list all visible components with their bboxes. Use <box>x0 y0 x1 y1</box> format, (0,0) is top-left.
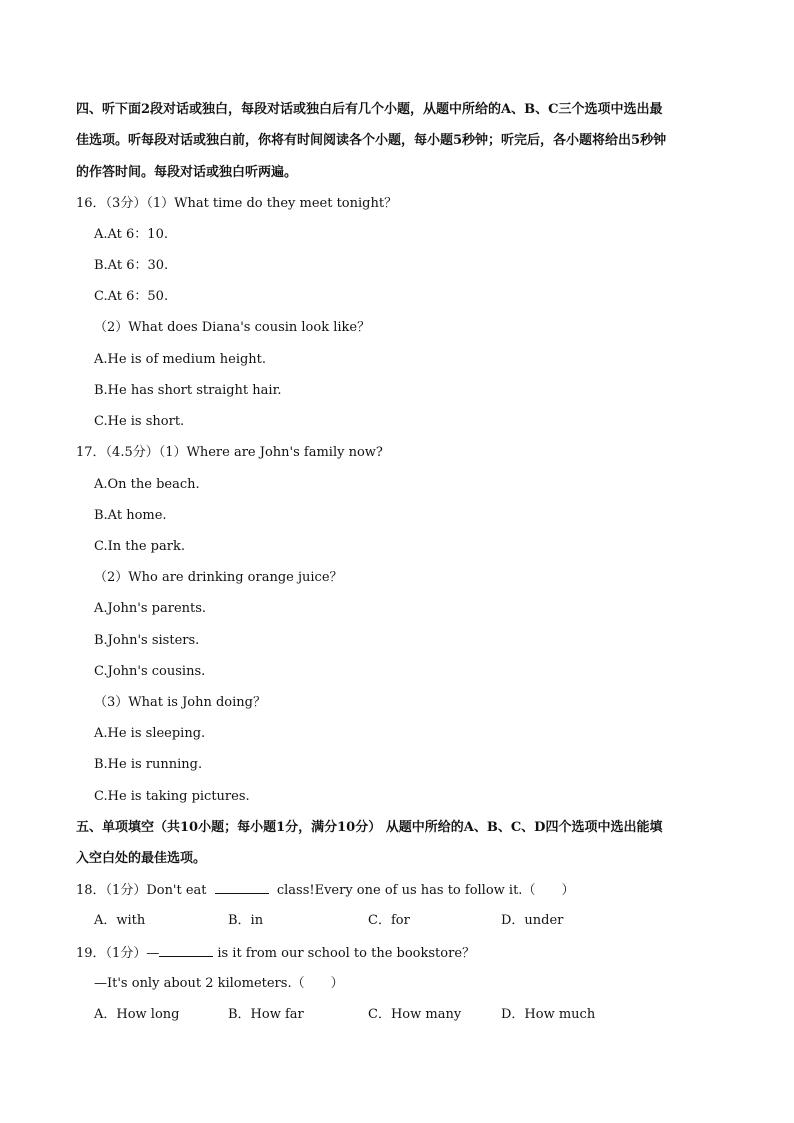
question-19-stem-suffix: is it from our school to the bookstore？ <box>217 946 476 961</box>
section-5-instructions-line-2: 入空白处的最佳选项。 <box>76 851 207 866</box>
question-18-option-b: B．in <box>228 913 264 928</box>
question-18-answer-blank <box>215 881 269 894</box>
question-19-stem-prefix: 19．（1分）— <box>76 946 160 961</box>
section-4-instructions-line-1: 四、听下面2段对话或独白，每段对话或独白后有几个小题，从题中所给的A、B、C三个选项中选出最 <box>76 102 663 117</box>
question-19-option-a: A．How long <box>94 1007 180 1022</box>
question-17-2-option-b: B.John's sisters. <box>94 633 200 648</box>
question-19-answer-blank <box>159 944 213 957</box>
question-18-stem-suffix: class!Every one of us has to follow it.（ ） <box>276 883 575 898</box>
question-17-heading: 17．（4.5分）（1）Where are John's family now? <box>76 445 383 460</box>
question-16-2-option-b: B.He has short straight hair. <box>94 383 282 398</box>
question-16-2-prompt: （2）What does Diana's cousin look like？ <box>94 320 371 335</box>
question-17-3-option-b: B.He is running. <box>94 757 203 772</box>
question-16-2-option-a: A.He is of medium height. <box>94 352 267 367</box>
section-5-instructions-line-1: 五、单项填空（共10小题；每小题1分，满分10分） 从题中所给的A、B、C、D四个选项中选出能填 <box>76 820 663 835</box>
question-17-2-option-a: A.John's parents. <box>94 601 207 616</box>
section-4-instructions-line-2: 佳选项。听每段对话或独白前，你将有时间阅读各个小题，每小题5秒钟；听完后，各小题将给出5秒钟 <box>76 133 667 148</box>
question-19-stem <box>76 944 475 963</box>
question-17-3-option-c: C.He is taking pictures. <box>94 789 250 804</box>
section-4-instructions-line-3: 的作答时间。每段对话或独白听两遍。 <box>76 165 298 180</box>
question-17-1-option-b: B.At home. <box>94 508 167 523</box>
question-18-option-a: A．with <box>94 913 146 928</box>
question-17-2-prompt: （2）Who are drinking orange juice？ <box>94 570 343 585</box>
question-16-1-option-b: B.At 6：30. <box>94 258 169 273</box>
question-19-option-c: C．How many <box>368 1007 462 1022</box>
question-16-1-option-a: A.At 6：10. <box>94 227 168 242</box>
question-17-3-prompt: （3）What is John doing？ <box>94 695 266 710</box>
question-17-3-option-a: A.He is sleeping. <box>94 726 206 741</box>
question-19-option-b: B．How far <box>228 1007 304 1022</box>
question-17-1-option-c: C.In the park. <box>94 539 185 554</box>
question-18-option-d: D．under <box>501 913 564 928</box>
question-18-stem <box>76 881 574 900</box>
question-17-2-option-c: C.John's cousins. <box>94 664 206 679</box>
question-17-1-option-a: A.On the beach. <box>94 477 200 492</box>
question-19-response: —It's only about 2 kilometers.（ ） <box>94 976 344 991</box>
question-16-heading: 16．（3分）（1）What time do they meet tonight？ <box>76 196 398 211</box>
question-18-stem-prefix: 18．（1分）Don't eat <box>76 883 207 898</box>
question-16-2-option-c: C.He is short. <box>94 414 185 429</box>
question-16-1-option-c: C.At 6：50. <box>94 289 169 304</box>
question-18-option-c: C．for <box>368 913 410 928</box>
question-19-option-d: D．How much <box>501 1007 596 1022</box>
